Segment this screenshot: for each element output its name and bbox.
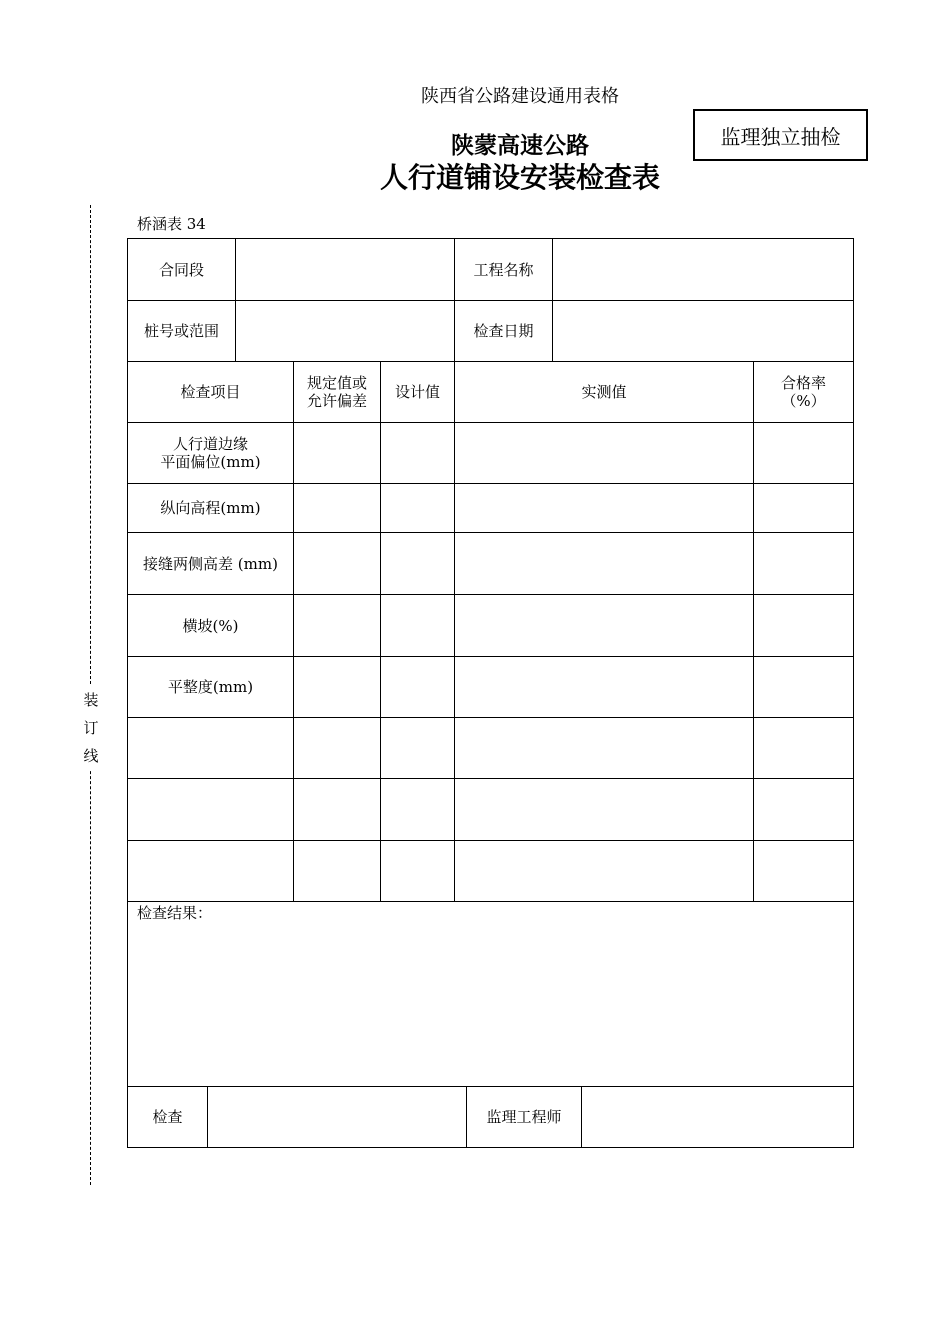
- design-cell[interactable]: [380, 532, 455, 595]
- station-field[interactable]: [235, 300, 455, 362]
- form-code: 桥涵表 34: [137, 215, 206, 233]
- binding-label: [82, 686, 100, 770]
- header-pass-line1: 合格率: [780, 374, 826, 392]
- engineer-label: 监理工程师: [466, 1086, 582, 1148]
- design-cell[interactable]: [380, 717, 455, 779]
- engineer-field[interactable]: [581, 1086, 854, 1148]
- pass-rate-cell[interactable]: [753, 483, 854, 533]
- binding-char: 订: [83, 719, 99, 737]
- item-line: 人行道边缘: [172, 435, 248, 453]
- item-cross-slope: 横坡(%): [127, 594, 294, 657]
- spec-cell[interactable]: [293, 717, 381, 779]
- measured-cell[interactable]: [454, 422, 754, 484]
- result-label: 检查结果：: [137, 904, 213, 922]
- item-blank[interactable]: [127, 717, 294, 779]
- spec-cell[interactable]: [293, 483, 381, 533]
- design-cell[interactable]: [380, 778, 455, 841]
- item-line: 平面偏位(mm): [160, 453, 261, 471]
- inspector-label: 检查: [127, 1086, 208, 1148]
- header-pass-rate: [753, 361, 854, 423]
- pass-rate-cell[interactable]: [753, 594, 854, 657]
- spec-cell[interactable]: [293, 778, 381, 841]
- spec-cell[interactable]: [293, 532, 381, 595]
- station-label: 桩号或范围: [127, 300, 236, 362]
- date-label: 检查日期: [454, 300, 553, 362]
- header-spec-line2: 允许偏差: [306, 392, 367, 410]
- design-cell[interactable]: [380, 656, 455, 718]
- supervision-stamp-box: [693, 109, 868, 161]
- item-longitudinal-elevation: 纵向高程(mm): [127, 483, 294, 533]
- contract-field[interactable]: [235, 238, 455, 301]
- item-blank[interactable]: [127, 778, 294, 841]
- pass-rate-cell[interactable]: [753, 532, 854, 595]
- measured-cell[interactable]: [454, 656, 754, 718]
- pass-rate-cell[interactable]: [753, 778, 854, 841]
- spec-cell[interactable]: [293, 656, 381, 718]
- measured-cell[interactable]: [454, 717, 754, 779]
- inspector-field[interactable]: [207, 1086, 467, 1148]
- design-cell[interactable]: [380, 422, 455, 484]
- province-form-header: 陕西省公路建设通用表格: [421, 86, 619, 107]
- stamp-text: 监理独立抽检: [720, 124, 841, 149]
- header-measured: 实测值: [454, 361, 754, 423]
- spec-cell[interactable]: [293, 422, 381, 484]
- project-name-field[interactable]: [552, 238, 854, 301]
- project-name-label: 工程名称: [454, 238, 553, 301]
- spec-cell[interactable]: [293, 594, 381, 657]
- measured-cell[interactable]: [454, 532, 754, 595]
- binding-char: 装: [83, 691, 99, 709]
- contract-label: 合同段: [127, 238, 236, 301]
- result-area[interactable]: [127, 901, 854, 1087]
- header-pass-line2: （%）: [781, 392, 826, 410]
- page-title: 人行道铺设安装检查表: [379, 161, 660, 194]
- header-spec-line1: 规定值或: [306, 374, 367, 392]
- item-joint-height-diff: 接缝两侧高差 (mm): [127, 532, 294, 595]
- measured-cell[interactable]: [454, 778, 754, 841]
- design-cell[interactable]: [380, 483, 455, 533]
- header-design: 设计值: [380, 361, 455, 423]
- item-edge-offset: [127, 422, 294, 484]
- measured-cell[interactable]: [454, 840, 754, 902]
- design-cell[interactable]: [380, 840, 455, 902]
- spec-cell[interactable]: [293, 840, 381, 902]
- pass-rate-cell[interactable]: [753, 422, 854, 484]
- project-name: 陕蒙高速公路: [451, 133, 589, 159]
- measured-cell[interactable]: [454, 483, 754, 533]
- item-flatness: 平整度(mm): [127, 656, 294, 718]
- design-cell[interactable]: [380, 594, 455, 657]
- binding-char: 线: [83, 747, 99, 765]
- date-field[interactable]: [552, 300, 854, 362]
- pass-rate-cell[interactable]: [753, 656, 854, 718]
- header-item: 检查项目: [127, 361, 294, 423]
- measured-cell[interactable]: [454, 594, 754, 657]
- pass-rate-cell[interactable]: [753, 717, 854, 779]
- header-spec: [293, 361, 381, 423]
- item-blank[interactable]: [127, 840, 294, 902]
- pass-rate-cell[interactable]: [753, 840, 854, 902]
